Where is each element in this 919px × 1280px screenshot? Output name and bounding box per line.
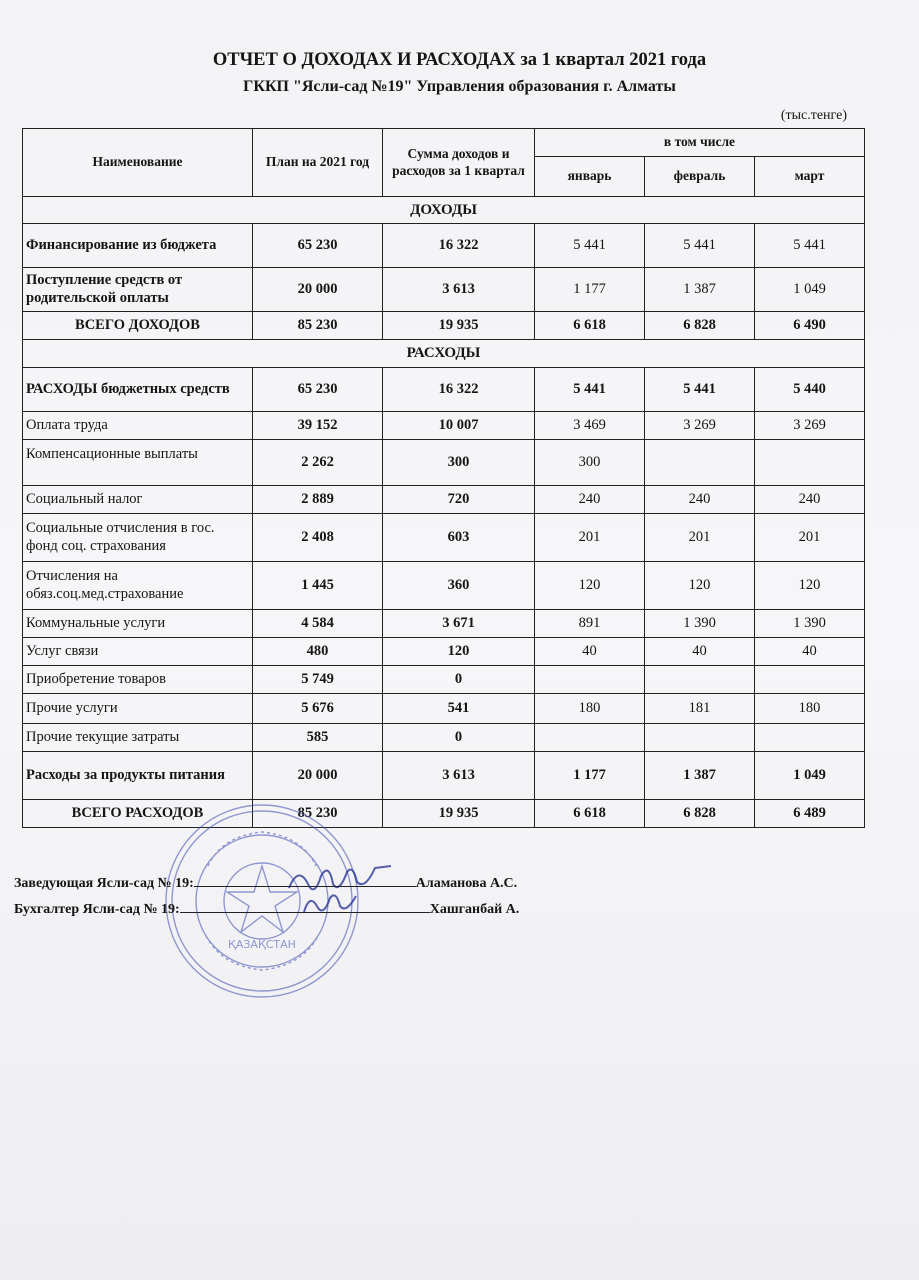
row-feb: 5 441: [645, 368, 755, 412]
row-sum: 603: [383, 514, 535, 562]
row-mar: 1 049: [755, 268, 865, 312]
row-plan: 4 584: [253, 610, 383, 638]
expense-section-row: [23, 340, 865, 368]
stamp-text: ҚАЗАҚСТАН: [228, 938, 296, 951]
row-jan: 180: [535, 694, 645, 724]
row-mar: 6 490: [755, 312, 865, 340]
row-jan: 6 618: [535, 312, 645, 340]
row-name: Финансирование из бюджета: [23, 224, 253, 268]
row-plan: 65 230: [253, 368, 383, 412]
row-plan: 2 408: [253, 514, 383, 562]
expense-total-row: [23, 800, 865, 828]
row-plan: 85 230: [253, 800, 383, 828]
row-mar: 240: [755, 486, 865, 514]
row-name: РАСХОДЫ бюджетных средств: [23, 368, 253, 412]
row-jan: 120: [535, 562, 645, 610]
expense-section-label: РАСХОДЫ: [23, 340, 865, 368]
row-jan: 6 618: [535, 800, 645, 828]
table-row: [23, 368, 865, 412]
report-table: [22, 128, 865, 828]
row-feb: 6 828: [645, 312, 755, 340]
row-plan: 585: [253, 724, 383, 752]
table-row: [23, 486, 865, 514]
signature-line: [180, 900, 430, 913]
row-feb: 5 441: [645, 224, 755, 268]
row-plan: 65 230: [253, 224, 383, 268]
col-incl-header: в том числе: [535, 129, 865, 157]
head-label: Заведующая Ясли-сад № 19:: [14, 876, 194, 891]
row-name: Услуг связи: [23, 638, 253, 666]
row-jan: 201: [535, 514, 645, 562]
accountant-signature-line: [14, 900, 519, 918]
row-plan: 39 152: [253, 412, 383, 440]
row-jan: 5 441: [535, 368, 645, 412]
row-name: Прочие текущие затраты: [23, 724, 253, 752]
row-plan: 1 445: [253, 562, 383, 610]
row-plan: 20 000: [253, 268, 383, 312]
col-sum-header: Сумма доходов и расходов за 1 квартал: [383, 129, 535, 197]
row-plan: 20 000: [253, 752, 383, 800]
table-row: [23, 610, 865, 638]
table-row: [23, 724, 865, 752]
row-sum: 10 007: [383, 412, 535, 440]
row-jan: [535, 724, 645, 752]
row-jan: 240: [535, 486, 645, 514]
row-mar: 1 049: [755, 752, 865, 800]
row-mar: 180: [755, 694, 865, 724]
row-mar: 5 441: [755, 224, 865, 268]
income-total-row: [23, 312, 865, 340]
row-mar: [755, 666, 865, 694]
row-feb: 1 390: [645, 610, 755, 638]
header-row: [23, 129, 865, 157]
row-mar: 6 489: [755, 800, 865, 828]
row-sum: 16 322: [383, 224, 535, 268]
row-sum: 3 671: [383, 610, 535, 638]
table-row: [23, 638, 865, 666]
row-mar: [755, 724, 865, 752]
row-sum: 0: [383, 724, 535, 752]
row-jan: 5 441: [535, 224, 645, 268]
row-feb: 40: [645, 638, 755, 666]
row-name: Поступление средств от родительской оплаты: [23, 268, 253, 312]
row-mar: 3 269: [755, 412, 865, 440]
table-row: [23, 440, 865, 486]
table-row: [23, 412, 865, 440]
row-jan: 300: [535, 440, 645, 486]
row-plan: 2 889: [253, 486, 383, 514]
row-sum: 360: [383, 562, 535, 610]
row-name: Отчисления на обяз.соц.мед.страхование: [23, 562, 253, 610]
row-sum: 16 322: [383, 368, 535, 412]
row-sum: 120: [383, 638, 535, 666]
row-name: Социальный налог: [23, 486, 253, 514]
row-sum: 3 613: [383, 268, 535, 312]
row-jan: 40: [535, 638, 645, 666]
row-sum: 19 935: [383, 312, 535, 340]
row-jan: 891: [535, 610, 645, 638]
report-subtitle: ГККП "Ясли-сад №19" Управления образования г. Алматы: [243, 78, 676, 95]
row-plan: 85 230: [253, 312, 383, 340]
row-jan: 1 177: [535, 752, 645, 800]
row-mar: 1 390: [755, 610, 865, 638]
row-sum: 300: [383, 440, 535, 486]
report-title: ОТЧЕТ О ДОХОДАХ И РАСХОДАХ за 1 квартал 2021 года: [212, 50, 707, 70]
row-mar: 5 440: [755, 368, 865, 412]
row-feb: 3 269: [645, 412, 755, 440]
row-sum: 720: [383, 486, 535, 514]
row-feb: [645, 724, 755, 752]
row-plan: 5 676: [253, 694, 383, 724]
head-name: Аламанова А.С.: [415, 876, 518, 891]
row-plan: 2 262: [253, 440, 383, 486]
row-mar: 201: [755, 514, 865, 562]
row-jan: [535, 666, 645, 694]
row-feb: 6 828: [645, 800, 755, 828]
col-jan-header: январь: [535, 157, 645, 197]
row-feb: 201: [645, 514, 755, 562]
signature-line: [194, 874, 416, 887]
row-feb: 240: [645, 486, 755, 514]
row-name: Социальные отчисления в гос. фонд соц. страхования: [23, 514, 253, 562]
table-row: [23, 562, 865, 610]
row-mar: [755, 440, 865, 486]
accountant-label: Бухгалтер Ясли-сад № 19:: [14, 902, 180, 917]
table-row: [23, 666, 865, 694]
row-name: Приобретение товаров: [23, 666, 253, 694]
table-row: [23, 224, 865, 268]
table-row: [23, 514, 865, 562]
row-mar: 120: [755, 562, 865, 610]
col-name-header: Наименование: [23, 129, 253, 197]
head-signature-line: [14, 874, 517, 892]
accountant-name: Хашганбай А.: [429, 902, 520, 917]
row-name: Коммунальные услуги: [23, 610, 253, 638]
row-name: Компенсационные выплаты: [23, 440, 253, 486]
row-sum: 3 613: [383, 752, 535, 800]
table-row: [23, 694, 865, 724]
col-feb-header: февраль: [645, 157, 755, 197]
row-feb: [645, 440, 755, 486]
income-section-label: ДОХОДЫ: [23, 197, 865, 224]
row-feb: 181: [645, 694, 755, 724]
row-jan: 3 469: [535, 412, 645, 440]
row-feb: 1 387: [645, 268, 755, 312]
row-plan: 480: [253, 638, 383, 666]
row-feb: [645, 666, 755, 694]
row-name: ВСЕГО ДОХОДОВ: [23, 312, 253, 340]
row-sum: 541: [383, 694, 535, 724]
row-mar: 40: [755, 638, 865, 666]
row-name: ВСЕГО РАСХОДОВ: [23, 800, 253, 828]
row-sum: 19 935: [383, 800, 535, 828]
row-plan: 5 749: [253, 666, 383, 694]
units-label: (тыс.тенге): [780, 108, 847, 123]
col-plan-header: План на 2021 год: [253, 129, 383, 197]
row-feb: 1 387: [645, 752, 755, 800]
table-row: [23, 268, 865, 312]
row-name: Расходы за продукты питания: [23, 752, 253, 800]
row-jan: 1 177: [535, 268, 645, 312]
row-name: Прочие услуги: [23, 694, 253, 724]
table-row: [23, 752, 865, 800]
income-section-row: [23, 197, 865, 224]
col-mar-header: март: [755, 157, 865, 197]
row-name: Оплата труда: [23, 412, 253, 440]
row-feb: 120: [645, 562, 755, 610]
row-sum: 0: [383, 666, 535, 694]
